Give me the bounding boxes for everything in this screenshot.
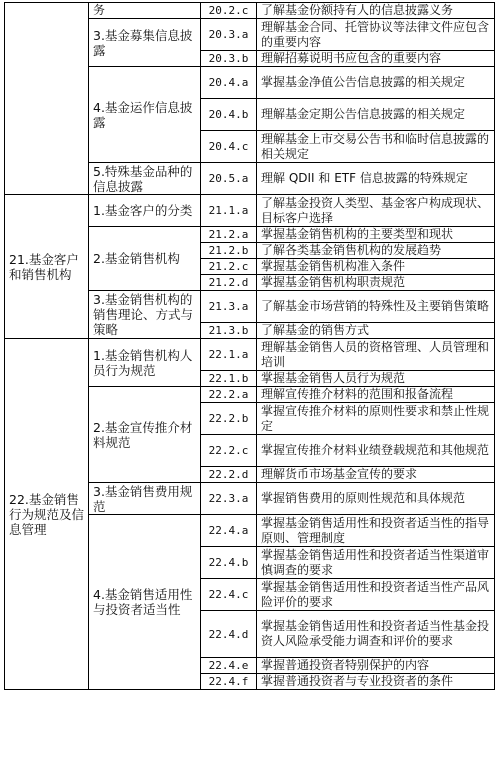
desc-cell: 理解招募说明书应包含的重要内容 <box>257 51 495 67</box>
section-cell: 务 <box>89 3 201 19</box>
module-cell <box>5 3 89 195</box>
desc-cell: 理解货币市场基金宣传的要求 <box>257 467 495 483</box>
desc-cell: 理解基金上市交易公告书和临时信息披露的相关规定 <box>257 131 495 163</box>
code-cell: 22.2.a <box>201 387 257 403</box>
code-cell: 21.3.a <box>201 291 257 323</box>
code-cell: 20.4.c <box>201 131 257 163</box>
desc-cell: 掌握销售费用的原则性规范和具体规范 <box>257 483 495 515</box>
table-row <box>5 195 495 227</box>
code-cell: 21.1.a <box>201 195 257 227</box>
table-row <box>5 339 495 371</box>
code-cell: 22.2.b <box>201 403 257 435</box>
code-cell: 20.4.a <box>201 67 257 99</box>
desc-cell: 掌握基金销售适用性和投资者适当性的指导原则、管理制度 <box>257 515 495 547</box>
code-cell: 22.1.b <box>201 371 257 387</box>
desc-cell: 掌握普通投资者特别保护的内容 <box>257 658 495 674</box>
desc-cell: 掌握宣传推介材料的原则性要求和禁止性规定 <box>257 403 495 435</box>
code-cell: 22.4.d <box>201 611 257 658</box>
section-cell: 1.基金客户的分类 <box>89 195 201 227</box>
code-cell: 20.3.a <box>201 19 257 51</box>
desc-cell: 掌握基金销售适用性和投资者适当性基金投资人风险承受能力调查和评价的要求 <box>257 611 495 658</box>
desc-cell: 了解基金的销售方式 <box>257 323 495 339</box>
desc-cell: 理解 QDII 和 ETF 信息披露的特殊规定 <box>257 163 495 195</box>
section-cell: 5.特殊基金品种的信息披露 <box>89 163 201 195</box>
module-cell: 22.基金销售行为规范及信息管理 <box>5 339 89 690</box>
section-cell: 3.基金销售费用规范 <box>89 483 201 515</box>
code-cell: 22.2.c <box>201 435 257 467</box>
code-cell: 22.4.e <box>201 658 257 674</box>
section-cell: 3.基金销售机构的销售理论、方式与策略 <box>89 291 201 339</box>
code-cell: 22.4.b <box>201 547 257 579</box>
desc-cell: 掌握基金销售适用性和投资者适当性产品风险评价的要求 <box>257 579 495 611</box>
desc-cell: 掌握宣传推介材料业绩登载规范和其他规范 <box>257 435 495 467</box>
desc-cell: 掌握基金销售机构职责规范 <box>257 275 495 291</box>
code-cell: 20.4.b <box>201 99 257 131</box>
section-cell: 2.基金宣传推介材料规范 <box>89 387 201 483</box>
code-cell: 22.4.f <box>201 674 257 690</box>
desc-cell: 理解基金合同、托管协议等法律文件应包含的重要内容 <box>257 19 495 51</box>
section-cell: 4.基金销售适用性与投资者适当性 <box>89 515 201 690</box>
code-cell: 21.2.d <box>201 275 257 291</box>
desc-cell: 掌握基金净值公告信息披露的相关规定 <box>257 67 495 99</box>
module-cell: 21.基金客户和销售机构 <box>5 195 89 339</box>
code-cell: 22.4.c <box>201 579 257 611</box>
code-cell: 20.5.a <box>201 163 257 195</box>
code-cell: 22.1.a <box>201 339 257 371</box>
desc-cell: 理解基金定期公告信息披露的相关规定 <box>257 99 495 131</box>
desc-cell: 掌握基金销售机构的主要类型和现状 <box>257 227 495 243</box>
code-cell: 21.2.b <box>201 243 257 259</box>
desc-cell: 了解基金投资人类型、基金客户构成现状、目标客户选择 <box>257 195 495 227</box>
table-row <box>5 3 495 19</box>
desc-cell: 掌握基金销售人员行为规范 <box>257 371 495 387</box>
desc-cell: 理解宣传推介材料的范围和报备流程 <box>257 387 495 403</box>
code-cell: 22.2.d <box>201 467 257 483</box>
code-cell: 20.2.c <box>201 3 257 19</box>
desc-cell: 掌握普通投资者与专业投资者的条件 <box>257 674 495 690</box>
code-cell: 22.3.a <box>201 483 257 515</box>
section-cell: 3.基金募集信息披露 <box>89 19 201 67</box>
code-cell: 21.3.b <box>201 323 257 339</box>
desc-cell: 理解基金销售人员的资格管理、人员管理和培训 <box>257 339 495 371</box>
code-cell: 21.2.c <box>201 259 257 275</box>
section-cell: 1.基金销售机构人员行为规范 <box>89 339 201 387</box>
section-cell: 2.基金销售机构 <box>89 227 201 291</box>
code-cell: 22.4.a <box>201 515 257 547</box>
code-cell: 21.2.a <box>201 227 257 243</box>
desc-cell: 了解基金份额持有人的信息披露义务 <box>257 3 495 19</box>
desc-cell: 了解基金市场营销的特殊性及主要销售策略 <box>257 291 495 323</box>
desc-cell: 掌握基金销售机构准入条件 <box>257 259 495 275</box>
desc-cell: 掌握基金销售适用性和投资者适当性渠道审慎调查的要求 <box>257 547 495 579</box>
syllabus-table <box>4 2 495 690</box>
section-cell: 4.基金运作信息披露 <box>89 67 201 163</box>
desc-cell: 了解各类基金销售机构的发展趋势 <box>257 243 495 259</box>
code-cell: 20.3.b <box>201 51 257 67</box>
